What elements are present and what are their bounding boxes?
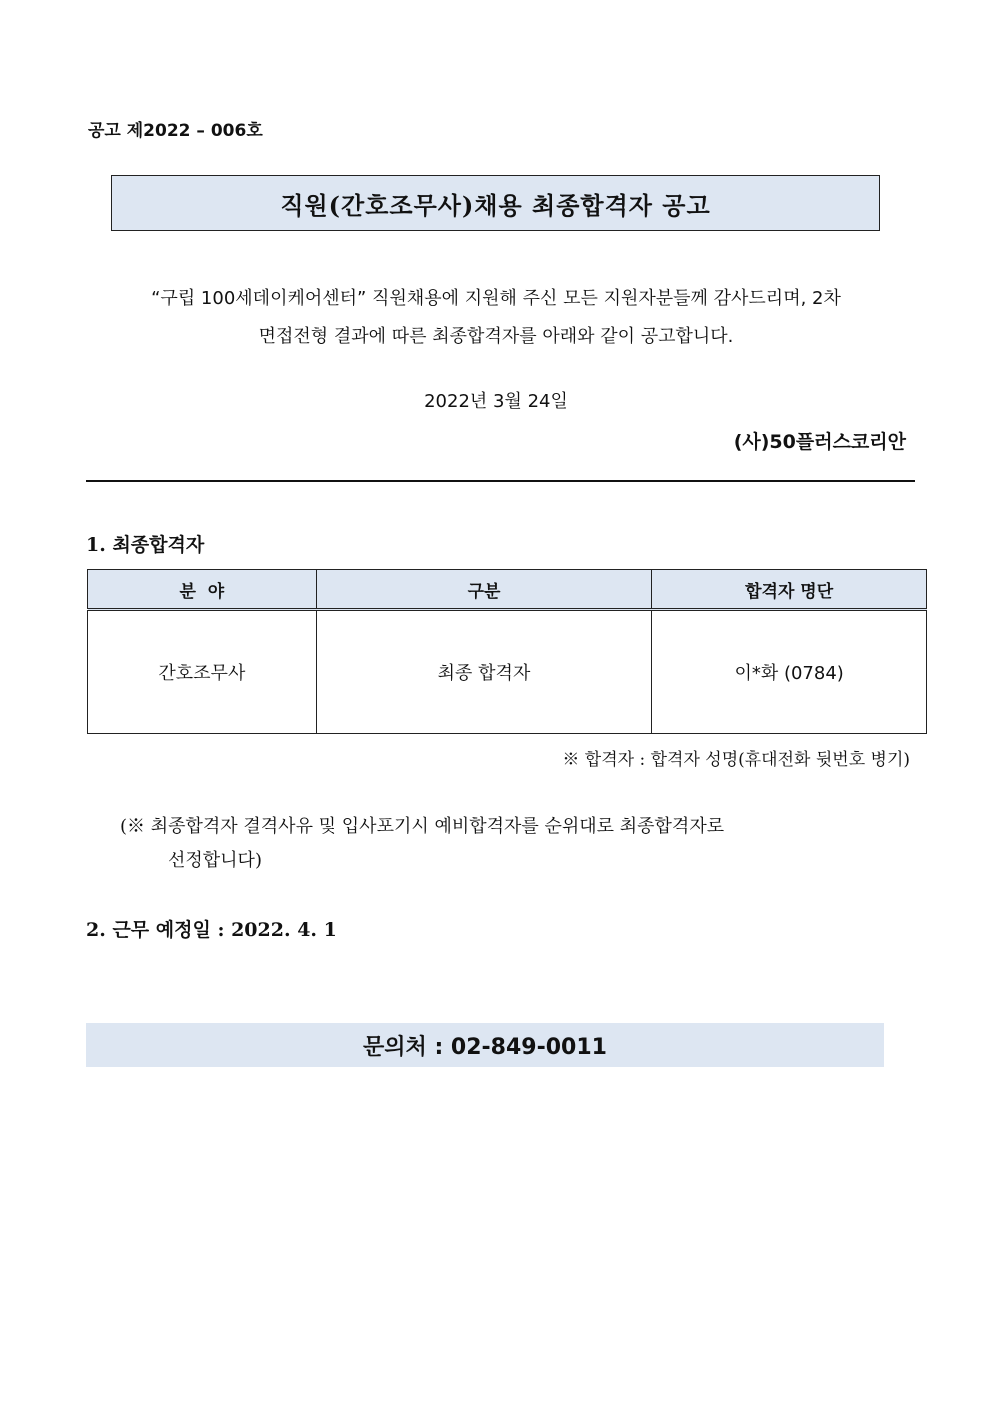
contact-box — [86, 1023, 884, 1067]
table-note: ※ 합격자 : 합격자 성명(휴대전화 뒷번호 병기) — [562, 750, 910, 770]
intro-paragraph — [100, 280, 892, 356]
result-table — [87, 569, 927, 734]
remark — [120, 810, 724, 878]
section-1-heading: 1. 최종합격자 — [86, 534, 205, 556]
section-2-heading: 2. 근무 예정일 : 2022. 4. 1 — [86, 919, 337, 941]
notice-number: 공고 제2022 – 006호 — [88, 121, 263, 141]
table-row — [88, 610, 927, 734]
table-header-row — [88, 570, 927, 610]
page-title: 직원(간호조무사)채용 최종합격자 공고 — [280, 190, 711, 220]
organization-name: (사)50플러스코리안 — [733, 431, 906, 453]
intro-line-2: 면접전형 결과에 따른 최종합격자를 아래와 같이 공고합니다. — [258, 326, 734, 347]
header-passer-list: 합격자 명단 — [652, 570, 927, 610]
contact-text: 문의처 : 02-849-0011 — [363, 1034, 607, 1060]
announcement-date: 2022년 3월 24일 — [424, 391, 568, 412]
divider — [86, 480, 915, 482]
title-box — [111, 175, 880, 231]
intro-line-1: “구립 100세데이케어센터” 직원채용에 지원해 주신 모든 지원자분들께 감사드리며, 2차 — [151, 288, 841, 309]
cell-field: 간호조무사 — [88, 610, 317, 734]
cell-category: 최종 합격자 — [316, 610, 652, 734]
remark-line-1: (※ 최종합격자 결격사유 및 입사포기시 예비합격자를 순위대로 최종합격자로 — [120, 816, 725, 837]
cell-passer: 이*화 (0784) — [652, 610, 927, 734]
header-category: 구분 — [316, 570, 652, 610]
header-field: 분 야 — [88, 570, 317, 610]
remark-line-2: 선정합니다) — [168, 850, 262, 871]
